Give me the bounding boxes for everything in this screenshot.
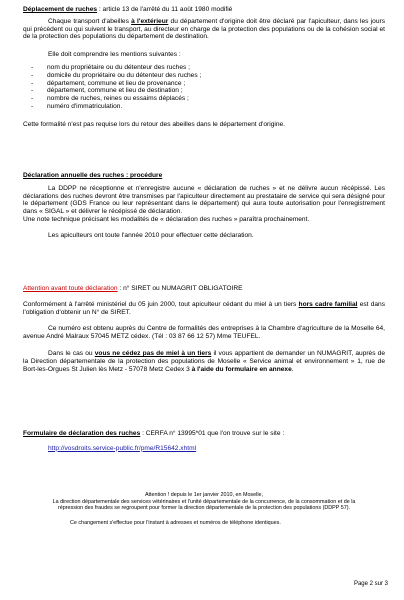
section-formulaire xyxy=(23,430,385,453)
list-item: - domicile du propriétaire ou du détenteur des ruches ; xyxy=(31,72,385,80)
paragraph xyxy=(23,18,385,41)
text: il vous appartient de demander un NUMAGRIT, auprès de la Direction départementale de la protection des populations de Moselle « Service animal et environnement » 1, rue de Bort-les-Orgues St Julien lès Metz - 57078 Metz Cedex 3 xyxy=(23,349,386,373)
cerfa-link[interactable]: http://vosdroits.service-public.fr/pme/R15642.xhtml xyxy=(48,444,197,452)
notice-line: Ce changement s'effectue pour l'instant à adresses et numéros de téléphone identiques. xyxy=(70,519,281,526)
notice-line: La direction départementale des services vétérinaires et l'unité départementale de la concurrence, de la consommation et de la répression des fraudes se regroupent pour former la direction départementale de la protection des populations (DDPP 57). xyxy=(52,498,356,512)
section-title-rest: : article 13 de l'arrêté du 11 août 1980 modifié xyxy=(97,6,233,13)
section-siret xyxy=(23,285,385,373)
text: du département d'origine doit être déclaré par l'apiculteur, dans les jours qui précèdent ou qui suivent le transport, au directeur en charge de la protection des populations ou de la cohésion social et de la protection des populations du département de destination. xyxy=(23,17,385,41)
paragraph xyxy=(23,301,385,317)
list-item: - nombre de ruches, reines ou essaims déplacés ; xyxy=(31,95,385,103)
text: Dans le cas ou xyxy=(48,349,95,357)
paragraph: La DDPP ne réceptionne et n'enregistre aucune « déclaration de ruches » et ne délivre aucun récépissé. Les déclarations des ruches devront être transmises par l'apiculteur directement au prestataire de service qui sera désigné pour le département (GDS France ou leur représentant dans le département) qui aura toute autorisation pour l'enregistrement dans « SIGAL » et délivrer le récépissé de déclaration. xyxy=(23,184,385,216)
paragraph: Elle doit comprendre les mentions suivantes : xyxy=(48,51,181,59)
attention-label: Attention avant toute déclaration xyxy=(23,285,118,292)
text: est dans l'obligation d'obtenir un N° de SIRET. xyxy=(23,300,385,316)
section-title: Déplacement de ruches xyxy=(23,6,98,13)
mentions-list xyxy=(23,64,385,111)
text: Chaque transport d'abeilles xyxy=(48,17,132,25)
notice-block xyxy=(45,492,363,526)
notice-line: Attention ! depuis le 1er janvier 2010, en Moselle, xyxy=(144,492,264,498)
text: . xyxy=(291,365,294,373)
section-title: Déclaration annuelle des ruches : procédure xyxy=(23,172,163,179)
paragraph: Une note technique précisant les modalités de « déclaration des ruches » paraîtra prochainement. xyxy=(23,215,310,223)
section-declaration-annuelle xyxy=(23,172,385,240)
attention-heading xyxy=(23,285,385,293)
section-deplacement xyxy=(23,6,385,129)
page-number: Page 2 sur 3 xyxy=(353,581,388,587)
paragraph xyxy=(23,350,385,373)
list-item: - département, commune et lieu de destination ; xyxy=(31,87,385,95)
section-title-rest: : CERFA n° 13995*01 que l'on trouve sur le site : xyxy=(140,430,285,437)
emphasis-text: hors cadre familial xyxy=(298,300,358,308)
emphasis-text: à l'extérieur xyxy=(131,17,169,25)
paragraph: Les apiculteurs ont toute l'année 2010 pour effectuer cette déclaration. xyxy=(48,231,254,239)
emphasis-text: à l'aide du formulaire en annexe xyxy=(191,365,292,373)
link-line xyxy=(23,445,385,453)
section-title: Formulaire de déclaration des ruches xyxy=(23,430,141,437)
paragraph: Ce numéro est obtenu auprès du Centre de formalités des entreprises à la Chambre d'agriculture de la Moselle 64, avenue André Malraux 57045 METZ cédex. (Tél : 03 87 66 12 57) Mme TEUFEL. xyxy=(23,325,385,341)
section-heading xyxy=(23,6,385,14)
attention-rest: : n° SIRET ou NUMAGRIT OBLIGATOIRE xyxy=(117,285,243,292)
list-item: - numéro d'immatriculation. xyxy=(31,103,385,111)
text: Conformément à l'arrêté ministériel du 05 juin 2000, tout apiculteur cédant du miel à un tiers xyxy=(23,300,299,308)
emphasis-text: vous ne cédez pas de miel à un tiers xyxy=(94,349,212,357)
section-heading xyxy=(23,430,385,438)
paragraph: Cette formalité n'est pas requise lors du retour des abeilles dans le département d'origine. xyxy=(23,120,286,128)
list-item: - département, commune et lieu de provenance ; xyxy=(31,80,385,88)
list-item: - nom du propriétaire ou du détenteur des ruches ; xyxy=(31,64,385,72)
